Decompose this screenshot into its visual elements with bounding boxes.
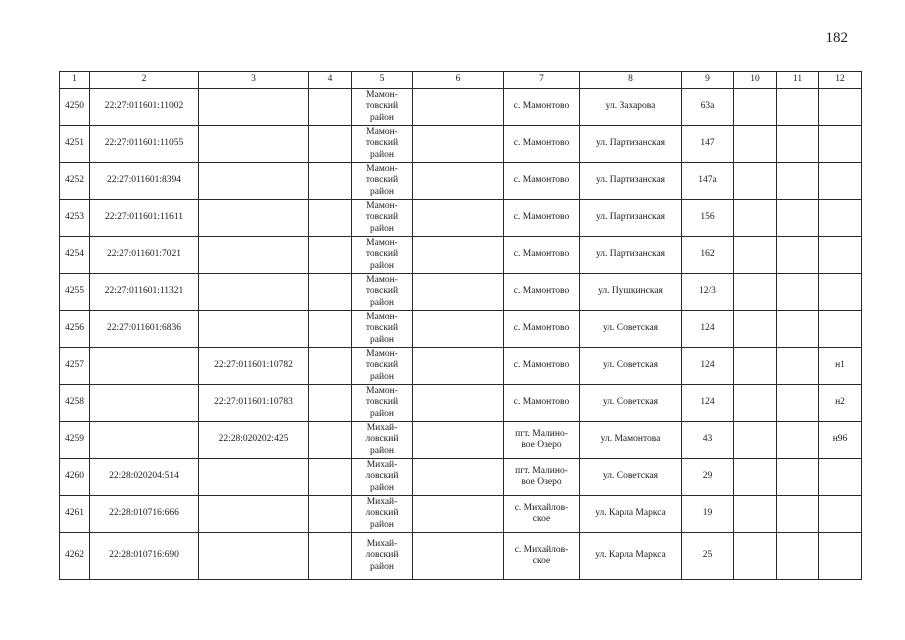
cadastral-number-cell — [90, 385, 199, 422]
column-6-cell — [413, 89, 504, 126]
column-4-cell — [309, 237, 352, 274]
column-10-cell — [734, 496, 777, 533]
column-header: 9 — [682, 72, 734, 89]
street-cell: ул. Советская — [580, 459, 682, 496]
table-row — [60, 348, 862, 385]
column-11-cell — [777, 274, 819, 311]
row-number-cell: 4261 — [60, 496, 90, 533]
column-10-cell — [734, 237, 777, 274]
column-4-cell — [309, 274, 352, 311]
note-cell — [819, 89, 862, 126]
column-4-cell — [309, 496, 352, 533]
column-4-cell — [309, 89, 352, 126]
column-10-cell — [734, 459, 777, 496]
settlement-cell: с. Мамонтово — [504, 237, 580, 274]
cadastral-number-cell: 22:27:011601:6836 — [90, 311, 199, 348]
row-number-cell: 4260 — [60, 459, 90, 496]
street-cell: ул. Захарова — [580, 89, 682, 126]
house-number-cell: 19 — [682, 496, 734, 533]
cadastral-number-cell: 22:28:010716:666 — [90, 496, 199, 533]
column-10-cell — [734, 311, 777, 348]
column-header: 7 — [504, 72, 580, 89]
row-number-cell: 4262 — [60, 533, 90, 580]
district-cell: Мамон- товский район — [352, 274, 413, 311]
district-cell: Мамон- товский район — [352, 348, 413, 385]
column-header-row — [60, 72, 862, 89]
cadastral-number-alt-cell — [199, 311, 309, 348]
settlement-cell: с. Мамонтово — [504, 348, 580, 385]
cadastral-number-alt-cell: 22:27:011601:10783 — [199, 385, 309, 422]
column-10-cell — [734, 163, 777, 200]
column-11-cell — [777, 237, 819, 274]
district-cell: Михай- ловский район — [352, 496, 413, 533]
settlement-cell: с. Мамонтово — [504, 385, 580, 422]
table-row — [60, 89, 862, 126]
column-6-cell — [413, 422, 504, 459]
column-11-cell — [777, 200, 819, 237]
house-number-cell: 124 — [682, 348, 734, 385]
column-header: 10 — [734, 72, 777, 89]
column-11-cell — [777, 385, 819, 422]
column-4-cell — [309, 311, 352, 348]
district-cell: Мамон- товский район — [352, 126, 413, 163]
table-row — [60, 200, 862, 237]
settlement-cell: с. Мамонтово — [504, 311, 580, 348]
cadastral-number-cell: 22:27:011601:11055 — [90, 126, 199, 163]
cadastral-number-cell: 22:28:010716:690 — [90, 533, 199, 580]
cadastral-number-alt-cell — [199, 126, 309, 163]
column-header: 8 — [580, 72, 682, 89]
column-10-cell — [734, 533, 777, 580]
cadastral-number-alt-cell — [199, 533, 309, 580]
cadastral-number-cell: 22:27:011601:11321 — [90, 274, 199, 311]
cadastral-number-cell — [90, 348, 199, 385]
column-10-cell — [734, 200, 777, 237]
cadastral-number-alt-cell — [199, 89, 309, 126]
note-cell — [819, 200, 862, 237]
district-cell: Мамон- товский район — [352, 385, 413, 422]
street-cell: ул. Карла Маркса — [580, 496, 682, 533]
registry-table — [59, 71, 862, 580]
note-cell: н2 — [819, 385, 862, 422]
column-6-cell — [413, 496, 504, 533]
column-6-cell — [413, 348, 504, 385]
street-cell: ул. Советская — [580, 311, 682, 348]
column-11-cell — [777, 496, 819, 533]
street-cell: ул. Партизанская — [580, 163, 682, 200]
column-6-cell — [413, 163, 504, 200]
street-cell: ул. Мамонтова — [580, 422, 682, 459]
cadastral-number-cell: 22:27:011601:8394 — [90, 163, 199, 200]
column-11-cell — [777, 459, 819, 496]
table-row — [60, 496, 862, 533]
house-number-cell: 162 — [682, 237, 734, 274]
settlement-cell: с. Мамонтово — [504, 200, 580, 237]
district-cell: Мамон- товский район — [352, 200, 413, 237]
cadastral-number-alt-cell: 22:27:011601:10782 — [199, 348, 309, 385]
column-4-cell — [309, 533, 352, 580]
district-cell: Мамон- товский район — [352, 311, 413, 348]
column-header: 12 — [819, 72, 862, 89]
street-cell: ул. Партизанская — [580, 126, 682, 163]
cadastral-number-alt-cell — [199, 459, 309, 496]
house-number-cell: 147 — [682, 126, 734, 163]
table-row — [60, 237, 862, 274]
table-row — [60, 533, 862, 580]
table-row — [60, 274, 862, 311]
column-11-cell — [777, 533, 819, 580]
note-cell — [819, 163, 862, 200]
column-4-cell — [309, 163, 352, 200]
column-6-cell — [413, 385, 504, 422]
row-number-cell: 4251 — [60, 126, 90, 163]
district-cell: Михай- ловский район — [352, 533, 413, 580]
note-cell — [819, 459, 862, 496]
column-4-cell — [309, 126, 352, 163]
column-6-cell — [413, 274, 504, 311]
row-number-cell: 4255 — [60, 274, 90, 311]
settlement-cell: пгт. Малино- вое Озеро — [504, 459, 580, 496]
house-number-cell: 25 — [682, 533, 734, 580]
settlement-cell: с. Мамонтово — [504, 89, 580, 126]
district-cell: Мамон- товский район — [352, 237, 413, 274]
district-cell: Михай- ловский район — [352, 459, 413, 496]
column-10-cell — [734, 348, 777, 385]
cadastral-number-alt-cell — [199, 496, 309, 533]
table-row — [60, 422, 862, 459]
house-number-cell: 29 — [682, 459, 734, 496]
note-cell: н96 — [819, 422, 862, 459]
column-6-cell — [413, 200, 504, 237]
column-4-cell — [309, 200, 352, 237]
column-4-cell — [309, 385, 352, 422]
cadastral-number-cell: 22:27:011601:7021 — [90, 237, 199, 274]
cadastral-number-alt-cell — [199, 163, 309, 200]
column-11-cell — [777, 89, 819, 126]
cadastral-number-cell: 22:28:020204:514 — [90, 459, 199, 496]
column-4-cell — [309, 459, 352, 496]
column-4-cell — [309, 348, 352, 385]
house-number-cell: 12/3 — [682, 274, 734, 311]
note-cell: н1 — [819, 348, 862, 385]
column-header: 6 — [413, 72, 504, 89]
district-cell: Мамон- товский район — [352, 163, 413, 200]
table-row — [60, 126, 862, 163]
cadastral-number-cell: 22:27:011601:11611 — [90, 200, 199, 237]
settlement-cell: с. Мамонтово — [504, 274, 580, 311]
table-row — [60, 459, 862, 496]
column-header: 2 — [90, 72, 199, 89]
column-10-cell — [734, 385, 777, 422]
column-10-cell — [734, 274, 777, 311]
table-row — [60, 385, 862, 422]
table-row — [60, 163, 862, 200]
house-number-cell: 124 — [682, 311, 734, 348]
column-10-cell — [734, 422, 777, 459]
street-cell: ул. Партизанская — [580, 200, 682, 237]
row-number-cell: 4252 — [60, 163, 90, 200]
row-number-cell: 4259 — [60, 422, 90, 459]
column-10-cell — [734, 126, 777, 163]
settlement-cell: с. Михайлов- ское — [504, 533, 580, 580]
cadastral-number-alt-cell — [199, 200, 309, 237]
column-header: 5 — [352, 72, 413, 89]
cadastral-number-alt-cell — [199, 274, 309, 311]
settlement-cell: с. Мамонтово — [504, 126, 580, 163]
table-row — [60, 311, 862, 348]
note-cell — [819, 274, 862, 311]
house-number-cell: 147а — [682, 163, 734, 200]
column-11-cell — [777, 311, 819, 348]
settlement-cell: с. Мамонтово — [504, 163, 580, 200]
column-6-cell — [413, 533, 504, 580]
column-11-cell — [777, 348, 819, 385]
street-cell: ул. Партизанская — [580, 237, 682, 274]
column-6-cell — [413, 311, 504, 348]
column-11-cell — [777, 163, 819, 200]
house-number-cell: 124 — [682, 385, 734, 422]
row-number-cell: 4256 — [60, 311, 90, 348]
row-number-cell: 4258 — [60, 385, 90, 422]
cadastral-number-cell — [90, 422, 199, 459]
district-cell: Михай- ловский район — [352, 422, 413, 459]
column-10-cell — [734, 89, 777, 126]
note-cell — [819, 237, 862, 274]
column-header: 11 — [777, 72, 819, 89]
cadastral-number-cell: 22:27:011601:11002 — [90, 89, 199, 126]
column-6-cell — [413, 237, 504, 274]
street-cell: ул. Советская — [580, 348, 682, 385]
settlement-cell: с. Михайлов- ское — [504, 496, 580, 533]
column-11-cell — [777, 126, 819, 163]
row-number-cell: 4250 — [60, 89, 90, 126]
cadastral-number-alt-cell: 22:28:020202:425 — [199, 422, 309, 459]
row-number-cell: 4257 — [60, 348, 90, 385]
row-number-cell: 4254 — [60, 237, 90, 274]
district-cell: Мамон- товский район — [352, 89, 413, 126]
column-header: 4 — [309, 72, 352, 89]
column-header: 3 — [199, 72, 309, 89]
column-11-cell — [777, 422, 819, 459]
table-body — [60, 72, 862, 580]
note-cell — [819, 533, 862, 580]
street-cell: ул. Советская — [580, 385, 682, 422]
page-number: 182 — [825, 30, 848, 46]
column-6-cell — [413, 126, 504, 163]
column-4-cell — [309, 422, 352, 459]
column-header: 1 — [60, 72, 90, 89]
house-number-cell: 43 — [682, 422, 734, 459]
note-cell — [819, 126, 862, 163]
house-number-cell: 156 — [682, 200, 734, 237]
street-cell: ул. Пушкинская — [580, 274, 682, 311]
house-number-cell: 63а — [682, 89, 734, 126]
street-cell: ул. Карла Маркса — [580, 533, 682, 580]
note-cell — [819, 311, 862, 348]
cadastral-number-alt-cell — [199, 237, 309, 274]
row-number-cell: 4253 — [60, 200, 90, 237]
column-6-cell — [413, 459, 504, 496]
note-cell — [819, 496, 862, 533]
settlement-cell: пгт. Малино- вое Озеро — [504, 422, 580, 459]
